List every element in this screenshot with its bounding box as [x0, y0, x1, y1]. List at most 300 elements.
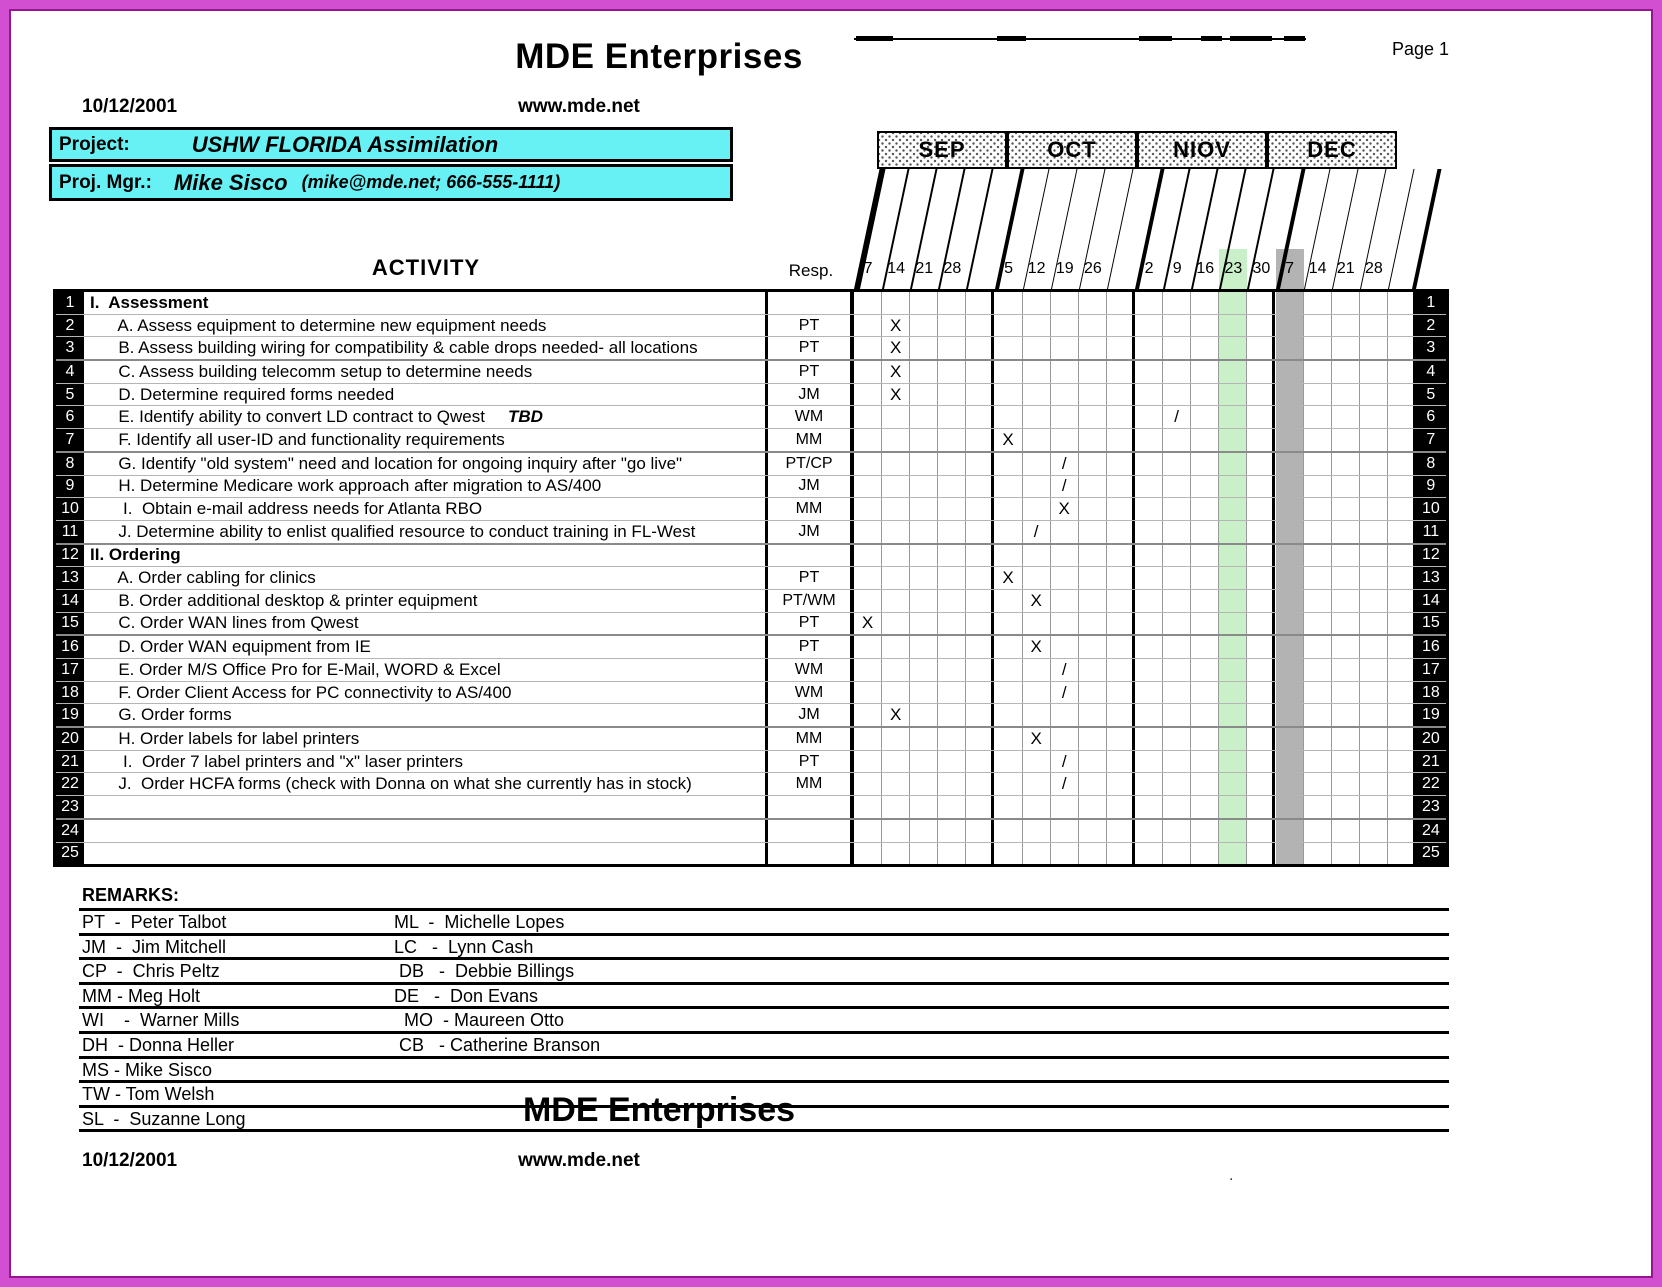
day-cell [994, 682, 1022, 704]
day-cell [966, 704, 994, 726]
day-cell [854, 406, 882, 428]
day-cell [1275, 613, 1303, 635]
day-cell [1388, 545, 1416, 567]
day-label: 5 [1004, 260, 1013, 277]
day-cell [1023, 590, 1051, 612]
row-number-left: 5 [56, 384, 84, 406]
day-cell [938, 613, 966, 635]
schedule-mark: / [1061, 774, 1067, 794]
day-cell [1191, 704, 1219, 726]
gantt-row [56, 613, 1446, 637]
resp-cell: MM [768, 773, 854, 795]
day-cell [1191, 659, 1219, 681]
day-cell [1219, 773, 1247, 795]
day-cell [994, 453, 1022, 475]
day-cell [966, 315, 994, 337]
day-cell [1191, 453, 1219, 475]
day-cell [1388, 636, 1416, 658]
day-cell [1023, 843, 1051, 865]
day-cell [1304, 773, 1332, 795]
day-cell [1107, 567, 1135, 589]
day-cell [966, 796, 994, 818]
day-cell [1023, 751, 1051, 773]
day-cell [1191, 613, 1219, 635]
day-cell [938, 361, 966, 383]
day-cell [882, 429, 910, 451]
day-cell [1051, 613, 1079, 635]
day-cell [1051, 704, 1079, 726]
page-number: Page 1 [1392, 39, 1450, 59]
day-cell [882, 361, 910, 383]
resp-cell: PT [768, 315, 854, 337]
day-label: 26 [1083, 260, 1102, 277]
schedule-mark: X [1058, 499, 1070, 519]
schedule-mark: X [889, 384, 902, 404]
day-cell [1135, 728, 1163, 750]
project-manager-name: Mike Sisco [173, 169, 288, 195]
schedule-mark: X [1030, 637, 1042, 657]
row-number-left: 20 [56, 728, 84, 750]
project-manager-contact: (mike@mde.net; 666-555-1111) [301, 172, 561, 192]
day-cell [1191, 429, 1219, 451]
day-cell [1304, 613, 1332, 635]
day-cell [1023, 384, 1051, 406]
day-cell [938, 590, 966, 612]
day-cell [1247, 796, 1275, 818]
day-label: 2 [1144, 260, 1154, 277]
row-number-right: 21 [1416, 751, 1446, 773]
day-cell [1304, 315, 1332, 337]
day-cell [1023, 521, 1051, 543]
day-cell [1219, 682, 1247, 704]
day-cell [1388, 476, 1416, 498]
day-cell [1079, 843, 1107, 865]
day-cell [882, 406, 910, 428]
day-cell [1247, 682, 1275, 704]
gantt-row [56, 796, 1446, 820]
day-cell [854, 429, 882, 451]
day-cell [1304, 498, 1332, 520]
day-cell [1247, 704, 1275, 726]
day-label: 16 [1196, 260, 1215, 277]
resp-cell: PT [768, 751, 854, 773]
day-cell [1023, 545, 1051, 567]
day-cell [1051, 337, 1079, 359]
legend-initials-left: TW - Tom Welsh [82, 1084, 215, 1105]
day-cell [1191, 361, 1219, 383]
gantt-row [56, 682, 1446, 705]
day-cell [910, 682, 938, 704]
legend-row [79, 1034, 1449, 1059]
day-cell [1360, 773, 1388, 795]
legend-initials-right: LC - Lynn Cash [394, 936, 534, 957]
day-cell [1275, 728, 1303, 750]
row-number-right: 10 [1416, 498, 1446, 520]
day-cell [882, 567, 910, 589]
day-cell [1023, 315, 1051, 337]
row-number-left: 16 [56, 636, 84, 658]
day-cell [1360, 796, 1388, 818]
day-cell [1051, 545, 1079, 567]
day-cell [1191, 796, 1219, 818]
day-cell [1107, 521, 1135, 543]
day-cell [1135, 590, 1163, 612]
day-cell [1360, 545, 1388, 567]
day-cell [1360, 682, 1388, 704]
day-cell [1079, 728, 1107, 750]
row-number-left: 8 [56, 453, 84, 475]
day-cell [966, 406, 994, 428]
row-number-right: 20 [1416, 728, 1446, 750]
day-cell [966, 429, 994, 451]
day-cell [966, 337, 994, 359]
day-cell [938, 545, 966, 567]
day-cell [1275, 292, 1303, 314]
remarks-title: REMARKS: [82, 885, 179, 905]
day-cell [1304, 728, 1332, 750]
row-number-right: 2 [1416, 315, 1446, 337]
day-cell [854, 315, 882, 337]
day-cell [1388, 659, 1416, 681]
resp-cell [768, 292, 854, 314]
day-cell [1163, 476, 1191, 498]
day-cell [1023, 613, 1051, 635]
day-cell [1360, 406, 1388, 428]
gantt-row [56, 453, 1446, 476]
day-cell [1360, 636, 1388, 658]
schedule-mark: / [1061, 659, 1067, 679]
day-cell [994, 384, 1022, 406]
activity-cell: C. Assess building telecomm setup to determine needs [84, 361, 768, 383]
day-cell [1360, 567, 1388, 589]
day-cell [994, 820, 1022, 842]
activity-cell [84, 796, 768, 818]
day-cell [910, 476, 938, 498]
day-cell [1332, 521, 1360, 543]
day-cell [1051, 682, 1079, 704]
day-cell [1079, 476, 1107, 498]
month-header-dec: DEC [1267, 131, 1397, 169]
day-cell [1079, 337, 1107, 359]
day-cell [1304, 751, 1332, 773]
resp-cell: WM [768, 682, 854, 704]
day-cell [1079, 498, 1107, 520]
day-cell [882, 453, 910, 475]
row-number-left: 4 [56, 361, 84, 383]
day-cell [1275, 590, 1303, 612]
day-cell [854, 476, 882, 498]
day-cell [1219, 659, 1247, 681]
row-number-right: 25 [1416, 843, 1446, 865]
schedule-mark: / [1061, 453, 1067, 473]
day-cell [1332, 820, 1360, 842]
day-cell [1023, 796, 1051, 818]
day-cell [1360, 728, 1388, 750]
resp-cell: JM [768, 384, 854, 406]
day-cell [1107, 337, 1135, 359]
day-cell [1304, 384, 1332, 406]
day-cell [882, 315, 910, 337]
day-cell [1219, 476, 1247, 498]
day-cell [966, 659, 994, 681]
legend-row [79, 960, 1449, 985]
day-cell [1135, 453, 1163, 475]
day-cell [1247, 590, 1275, 612]
legend-initials-left: MS - Mike Sisco [82, 1059, 213, 1080]
row-number-right: 11 [1416, 521, 1446, 543]
gantt-row [56, 315, 1446, 338]
day-cell [1219, 453, 1247, 475]
row-number-left: 17 [56, 659, 84, 681]
day-cell [1051, 773, 1079, 795]
resp-cell [768, 843, 854, 865]
gantt-row [56, 545, 1446, 568]
day-cell [910, 498, 938, 520]
day-cell [1247, 292, 1275, 314]
day-cell [1360, 315, 1388, 337]
day-cell [910, 292, 938, 314]
day-cell [882, 292, 910, 314]
row-number-right: 4 [1416, 361, 1446, 383]
day-cell [1023, 453, 1051, 475]
day-cell [882, 337, 910, 359]
day-cell [1388, 315, 1416, 337]
gantt-row [56, 406, 1446, 429]
day-cell [854, 843, 882, 865]
day-cell [966, 636, 994, 658]
day-cell [1388, 728, 1416, 750]
day-label [1107, 260, 1135, 286]
day-cell [910, 315, 938, 337]
day-cell [1135, 567, 1163, 589]
day-cell [1275, 521, 1303, 543]
day-cell [938, 406, 966, 428]
day-cell [882, 498, 910, 520]
day-cell [1107, 292, 1135, 314]
day-cell [854, 820, 882, 842]
legend-initials-left: JM - Jim Mitchell [82, 936, 226, 957]
row-number-left: 21 [56, 751, 84, 773]
day-cell [938, 521, 966, 543]
day-cell [994, 545, 1022, 567]
resp-cell [768, 820, 854, 842]
day-cell [854, 567, 882, 589]
day-cell [1107, 429, 1135, 451]
day-cell [1247, 728, 1275, 750]
day-cell [910, 704, 938, 726]
schedule-mark: / [1061, 682, 1067, 702]
row-number-right: 14 [1416, 590, 1446, 612]
day-cell [994, 406, 1022, 428]
day-cell [1388, 406, 1416, 428]
day-cell [1360, 453, 1388, 475]
day-cell [1135, 773, 1163, 795]
day-cell [1219, 315, 1247, 337]
day-cell [1135, 636, 1163, 658]
day-cell [1360, 384, 1388, 406]
activity-cell: H. Order labels for label printers [84, 728, 768, 750]
day-cell [1023, 820, 1051, 842]
day-cell [1275, 361, 1303, 383]
row-number-right: 19 [1416, 704, 1446, 726]
row-number-left: 2 [56, 315, 84, 337]
day-cell [1023, 728, 1051, 750]
day-cell [1304, 476, 1332, 498]
legend-row [79, 1009, 1449, 1034]
day-label [1388, 260, 1416, 286]
day-cell [1191, 406, 1219, 428]
day-cell [1191, 820, 1219, 842]
day-cell [910, 521, 938, 543]
schedule-mark: / [1174, 407, 1179, 427]
day-cell [1275, 429, 1303, 451]
day-cell [1304, 521, 1332, 543]
day-cell [1051, 751, 1079, 773]
day-cell [882, 545, 910, 567]
row-number-left: 25 [56, 843, 84, 865]
day-cell [1079, 315, 1107, 337]
day-cell [1051, 521, 1079, 543]
day-cell [1388, 773, 1416, 795]
day-cell [1135, 429, 1163, 451]
legend-initials-left: WI - Warner Mills [82, 1010, 240, 1031]
day-cell [1275, 820, 1303, 842]
day-cell [1079, 796, 1107, 818]
day-cell [994, 567, 1022, 589]
day-label: 9 [1172, 260, 1182, 277]
month-header-oct: OCT [1007, 131, 1137, 169]
month-header-nov: NIOV [1137, 131, 1267, 169]
project-label: Project: [59, 133, 130, 155]
row-number-left: 13 [56, 567, 84, 589]
day-cell [1079, 453, 1107, 475]
resp-cell: JM [768, 476, 854, 498]
day-cell [910, 636, 938, 658]
day-cell [1275, 659, 1303, 681]
row-number-left: 9 [56, 476, 84, 498]
day-cell [1332, 728, 1360, 750]
day-cell [1388, 682, 1416, 704]
row-number-right: 17 [1416, 659, 1446, 681]
day-cell [1304, 361, 1332, 383]
day-cell [1079, 682, 1107, 704]
gantt-row [56, 567, 1446, 590]
resp-cell [768, 796, 854, 818]
day-cell [1247, 751, 1275, 773]
day-cell [1079, 659, 1107, 681]
day-cell [1304, 820, 1332, 842]
day-cell [1135, 337, 1163, 359]
day-cell [938, 704, 966, 726]
day-cell [1079, 567, 1107, 589]
day-cell [1275, 337, 1303, 359]
day-cell [1163, 361, 1191, 383]
day-cell [1079, 820, 1107, 842]
day-cell [966, 682, 994, 704]
day-cell [938, 682, 966, 704]
day-cell [1275, 773, 1303, 795]
project-name: USHW FLORIDA Assimilation [191, 131, 499, 157]
day-cell [1079, 429, 1107, 451]
legend-row [79, 985, 1449, 1010]
schedule-mark: / [1061, 751, 1067, 771]
day-cell [1079, 545, 1107, 567]
day-cell [1360, 498, 1388, 520]
day-cell [1191, 315, 1219, 337]
legend-initials-left: SL - Suzanne Long [82, 1108, 246, 1129]
activity-cell: I. Obtain e-mail address needs for Atlanta RBO [84, 498, 768, 520]
day-cell [910, 728, 938, 750]
day-cell [994, 590, 1022, 612]
day-cell [994, 337, 1022, 359]
day-label: 28 [943, 260, 962, 277]
day-cell [966, 843, 994, 865]
day-cell [1388, 704, 1416, 726]
day-cell [1360, 704, 1388, 726]
resp-cell: MM [768, 728, 854, 750]
day-cell [1275, 751, 1303, 773]
day-cell [1247, 406, 1275, 428]
day-cell [854, 453, 882, 475]
day-cell [1135, 796, 1163, 818]
day-cell [882, 659, 910, 681]
row-number-right: 18 [1416, 682, 1446, 704]
row-number-right: 24 [1416, 820, 1446, 842]
row-number-left: 11 [56, 521, 84, 543]
day-cell [1191, 476, 1219, 498]
day-cell [1388, 567, 1416, 589]
day-cell [1051, 567, 1079, 589]
resp-cell: PT [768, 337, 854, 359]
day-cell [1304, 704, 1332, 726]
day-cell [1247, 384, 1275, 406]
day-cell [1107, 498, 1135, 520]
day-cell [1332, 796, 1360, 818]
schedule-mark: / [1061, 476, 1067, 496]
day-cell [1191, 384, 1219, 406]
day-cell [910, 820, 938, 842]
day-cell [1023, 337, 1051, 359]
day-cell [1275, 384, 1303, 406]
day-cell [1332, 476, 1360, 498]
day-cell [938, 567, 966, 589]
day-cell [938, 453, 966, 475]
day-cell [938, 429, 966, 451]
day-cell [1023, 773, 1051, 795]
scan-dot-artifact: . [1229, 1167, 1234, 1184]
day-cell [1023, 636, 1051, 658]
schedule-mark: X [1002, 429, 1014, 449]
row-number-left: 3 [56, 337, 84, 359]
day-cell [1079, 613, 1107, 635]
day-cell [1219, 613, 1247, 635]
legend-initials-left: DH - Donna Heller [82, 1034, 235, 1055]
gantt-row [56, 728, 1446, 751]
day-cell [1135, 843, 1163, 865]
day-cell [1051, 636, 1079, 658]
day-cell [1247, 337, 1275, 359]
resp-cell: JM [768, 704, 854, 726]
activity-cell: B. Assess building wiring for compatibility & cable drops needed- all locations [84, 337, 768, 359]
day-cell [1275, 545, 1303, 567]
day-cell [854, 498, 882, 520]
resp-cell: WM [768, 406, 854, 428]
day-label: 14 [887, 260, 906, 277]
day-cell [1332, 843, 1360, 865]
day-cell [1219, 636, 1247, 658]
day-cell [1163, 843, 1191, 865]
day-cell [910, 545, 938, 567]
